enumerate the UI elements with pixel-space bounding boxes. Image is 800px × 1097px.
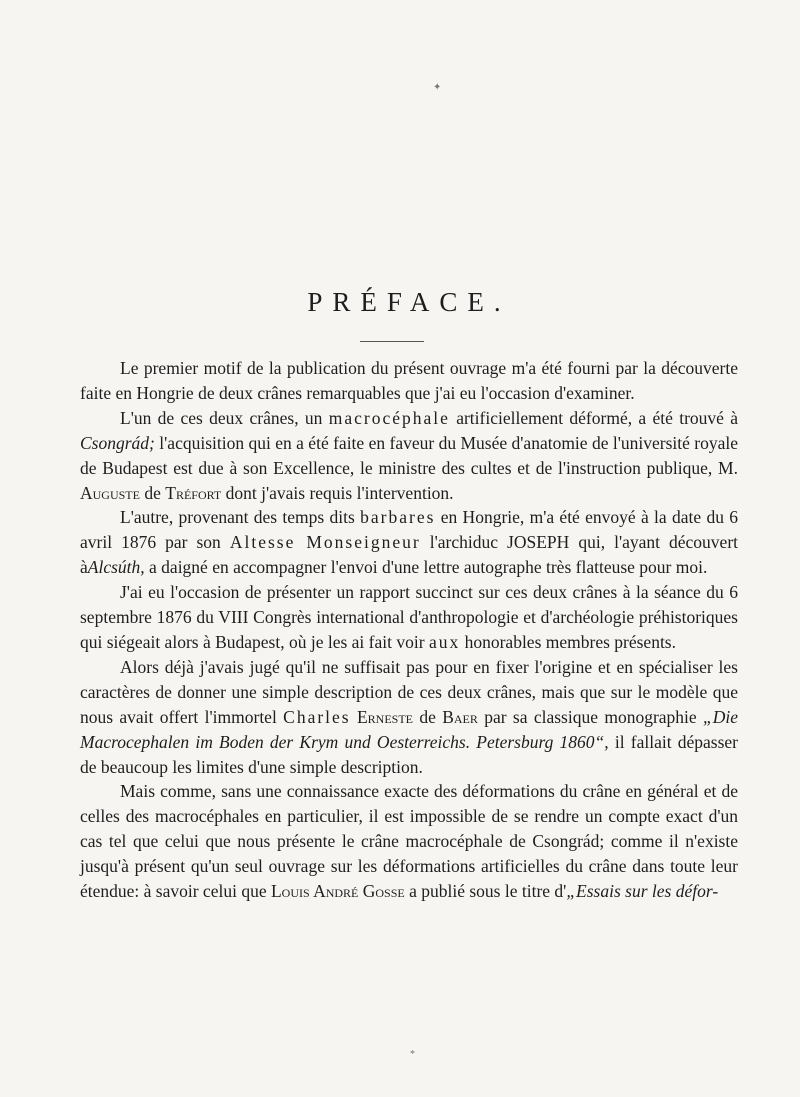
body-text [80,356,738,904]
title-rule [360,341,424,342]
page-title: PRÉFACE. [307,287,511,317]
top-mark: ✦ [433,82,442,93]
paragraph-2: L'un de ces deux crânes, un macrocéphale artificiellement déformé, a été trouvé à Csongrád; l'acquisition qui en a été faite en faveur du Musée d'anatomie de l'université royale de Budapest est due à son Excellence, le ministre des cultes et de l'instruction publique, M. Auguste de Tréfort dont j'avais requis l'intervention. [80,407,739,503]
paragraph-4: J'ai eu l'occasion de présenter un rapport succinct sur ces deux crânes à la séance du 6 septembre 1876 du VIII Congrès international d'anthropologie et d'archéologie préhistoriques qui siégeait alors à Budapest, où je les ai fait voir aux honorables membres présents. [80,582,738,652]
signature-mark: * [410,1049,415,1060]
paragraph-6: Mais comme, sans une connaissance exacte des déformations du crâne en général et de celles des macrocéphales en particulier, il est impossible de se rendre un compte exact d'un cas tel que celui que nous présente le crâne macrocéphale de Csongrád; comme il n'existe jusqu'à présent qu'un seul ouvrage sur les déformations artificielles du crâne dans toute leur étendue: à savoir celui que Louis André Gosse a publié sous le titre d'„Essais sur les défor- [80,781,738,902]
paragraph-3: L'autre, provenant des temps dits barbares en Hongrie, m'a été envoyé à la date du 6 avril 1876 par son Altesse Monseigneur l'archiduc JOSEPH qui, l'ayant découvert àAlcsúth, a daigné en accompagner l'envoi d'une lettre autographe très flatteuse pour moi. [80,507,739,578]
paragraph-5: Alors déjà j'avais jugé qu'il ne suffisait pas pour en fixer l'origine et en spécialiser les caractères de donner une simple description de ces deux crânes, mais que sur le modèle que nous avait offert l'immortel Charles Erneste de Baer par sa classique monographie „Die Macrocephalen im Boden der Krym und Oesterreichs. Petersburg 1860“, il fallait dépasser de beaucoup les limites d'une simple description. [80,656,739,777]
paragraph-1: Le premier motif de la publication du présent ouvrage m'a été fourni par la découverte faite en Hongrie de deux crânes remarquables que j'ai eu l'occasion d'examiner. [80,358,738,403]
